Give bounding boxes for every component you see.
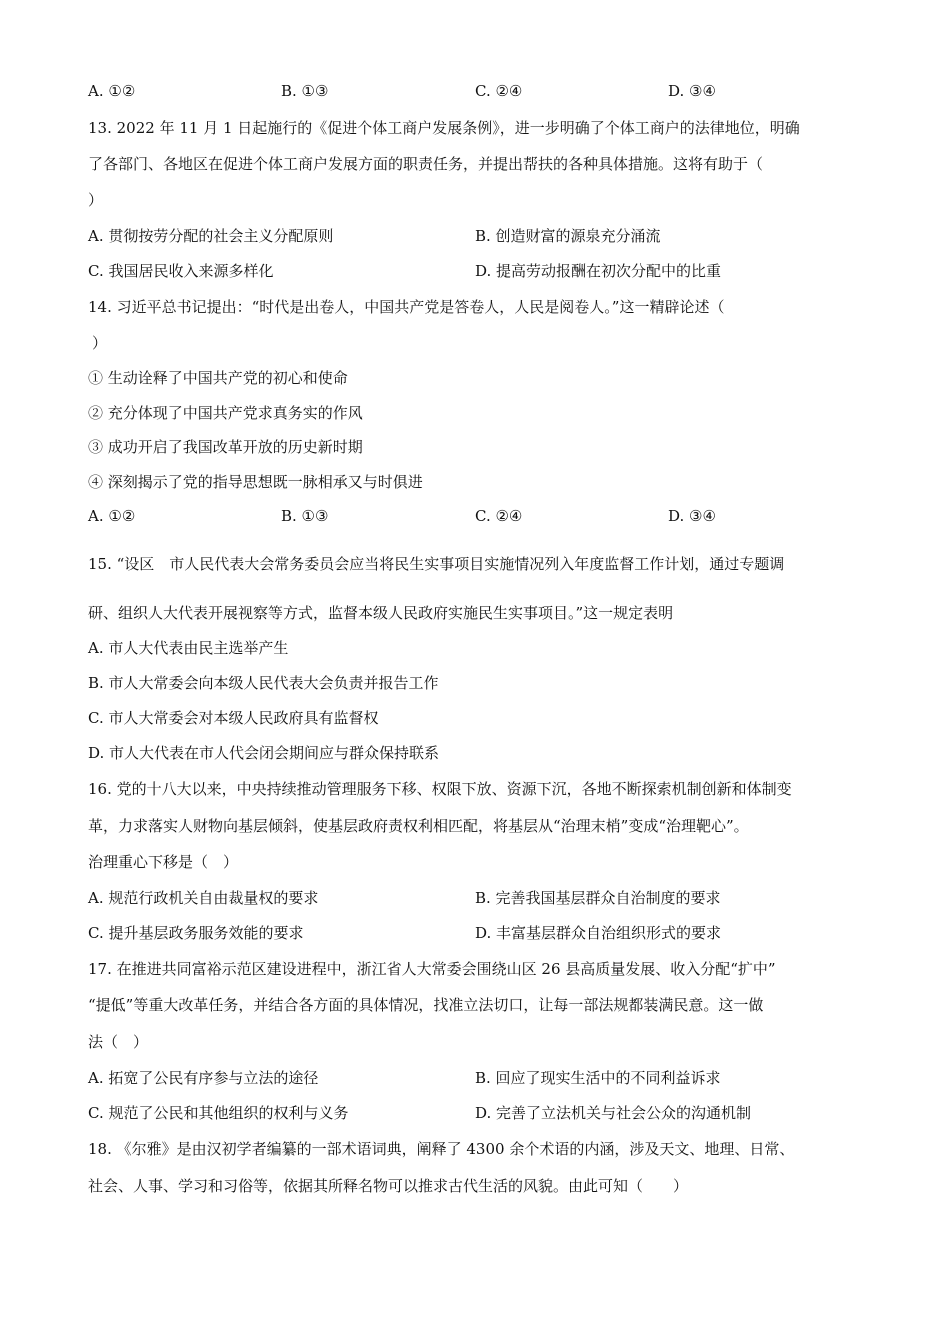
q14-stem-line-2: ） bbox=[92, 334, 108, 352]
q17-options-row-2 bbox=[88, 1103, 870, 1123]
q15-option-b: B. 市人大常委会向本级人民代表大会负责并报告工作 bbox=[88, 674, 439, 692]
q16-option-c: C. 提升基层政务服务效能的要求 bbox=[88, 924, 304, 942]
q14-statement-4: ④ 深刻揭示了党的指导思想既一脉相承又与时俱进 bbox=[88, 473, 423, 491]
q14-option-c: C. ②④ bbox=[475, 507, 523, 525]
q17-options-row-1 bbox=[88, 1068, 870, 1088]
q15-option-a: A. 市人大代表由民主选举产生 bbox=[88, 639, 289, 657]
q17-stem-line-3: 法（ ） bbox=[88, 1033, 149, 1051]
q16-option-a: A. 规范行政机关自由裁量权的要求 bbox=[88, 889, 319, 907]
q14-option-b: B. ①③ bbox=[281, 507, 329, 525]
q14-options bbox=[88, 506, 870, 526]
q14-statement-1: ① 生动诠释了中国共产党的初心和使命 bbox=[88, 369, 348, 387]
q16-stem-line-3: 治理重心下移是（ ） bbox=[88, 853, 239, 871]
q13-option-b: B. 创造财富的源泉充分涌流 bbox=[475, 227, 661, 245]
q17-option-a: A. 拓宽了公民有序参与立法的途径 bbox=[88, 1069, 319, 1087]
q12-options bbox=[88, 81, 870, 101]
q17-stem-line-2: “提低”等重大改革任务，并结合各方面的具体情况，找准立法切口，让每一部法规都装满民意。这一做 bbox=[88, 996, 764, 1014]
q16-options-row-2 bbox=[88, 923, 870, 943]
q17-option-d: D. 完善了立法机关与社会公众的沟通机制 bbox=[475, 1104, 752, 1122]
q13-stem-line-2: 了各部门、各地区在促进个体工商户发展方面的职责任务，并提出帮扶的各种具体措施。这将有助于（ bbox=[88, 155, 764, 173]
q15-option-d: D. 市人大代表在市人代会闭会期间应与群众保持联系 bbox=[88, 744, 440, 762]
q15-stem-line-2: 研、组织人大代表开展视察等方式，监督本级人民政府实施民生实事项目。”这一规定表明 bbox=[88, 604, 674, 622]
q12-option-d: D. ③④ bbox=[668, 82, 716, 100]
q14-statement-2: ② 充分体现了中国共产党求真务实的作风 bbox=[88, 404, 363, 422]
q16-options-row-1 bbox=[88, 888, 870, 908]
q13-stem-line-3: ） bbox=[88, 191, 104, 209]
q13-options-row-1 bbox=[88, 226, 870, 246]
q14-stem-line-1: 14. 习近平总书记提出：“时代是出卷人，中国共产党是答卷人，人民是阅卷人。”这一精辟论述（ bbox=[88, 298, 725, 316]
q14-option-d: D. ③④ bbox=[668, 507, 716, 525]
q16-stem-line-1: 16. 党的十八大以来，中央持续推动管理服务下移、权限下放、资源下沉，各地不断探索机制创新和体制变 bbox=[88, 780, 792, 798]
q18-stem-line-2: 社会、人事、学习和习俗等，依据其所释名物可以推求古代生活的风貌。由此可知（ ） bbox=[88, 1177, 689, 1195]
q13-stem-line-1: 13. 2022 年 11 月 1 日起施行的《促进个体工商户发展条例》，进一步明确了个体工商户的法律地位，明确 bbox=[88, 119, 800, 137]
q13-option-a: A. 贯彻按劳分配的社会主义分配原则 bbox=[88, 227, 334, 245]
q17-option-c: C. 规范了公民和其他组织的权利与义务 bbox=[88, 1104, 349, 1122]
q12-option-c: C. ②④ bbox=[475, 82, 523, 100]
q12-option-b: B. ①③ bbox=[281, 82, 329, 100]
q16-option-b: B. 完善我国基层群众自治制度的要求 bbox=[475, 889, 721, 907]
q15-stem-line-1: 15. “设区 市人民代表大会常务委员会应当将民生实事项目实施情况列入年度监督工作计划，通过专题调 bbox=[88, 555, 785, 573]
q16-stem-line-2: 革，力求落实人财物向基层倾斜，使基层政府责权利相匹配，将基层从“治理末梢”变成“治理靶心”。 bbox=[88, 817, 749, 835]
q12-option-a: A. ①② bbox=[88, 82, 136, 100]
q14-option-a: A. ①② bbox=[88, 507, 136, 525]
q13-options-row-2 bbox=[88, 261, 870, 281]
q15-option-c: C. 市人大常委会对本级人民政府具有监督权 bbox=[88, 709, 379, 727]
q13-option-d: D. 提高劳动报酬在初次分配中的比重 bbox=[475, 262, 722, 280]
q16-option-d: D. 丰富基层群众自治组织形式的要求 bbox=[475, 924, 722, 942]
q17-stem-line-1: 17. 在推进共同富裕示范区建设进程中，浙江省人大常委会围绕山区 26 县高质量发展、收入分配“扩中” bbox=[88, 960, 776, 978]
q13-option-c: C. 我国居民收入来源多样化 bbox=[88, 262, 274, 280]
q18-stem-line-1: 18. 《尔雅》是由汉初学者编纂的一部术语词典，阐释了 4300 余个术语的内涵，涉及天文、地理、日常、 bbox=[88, 1140, 795, 1158]
q17-option-b: B. 回应了现实生活中的不同利益诉求 bbox=[475, 1069, 721, 1087]
q14-statement-3: ③ 成功开启了我国改革开放的历史新时期 bbox=[88, 438, 363, 456]
